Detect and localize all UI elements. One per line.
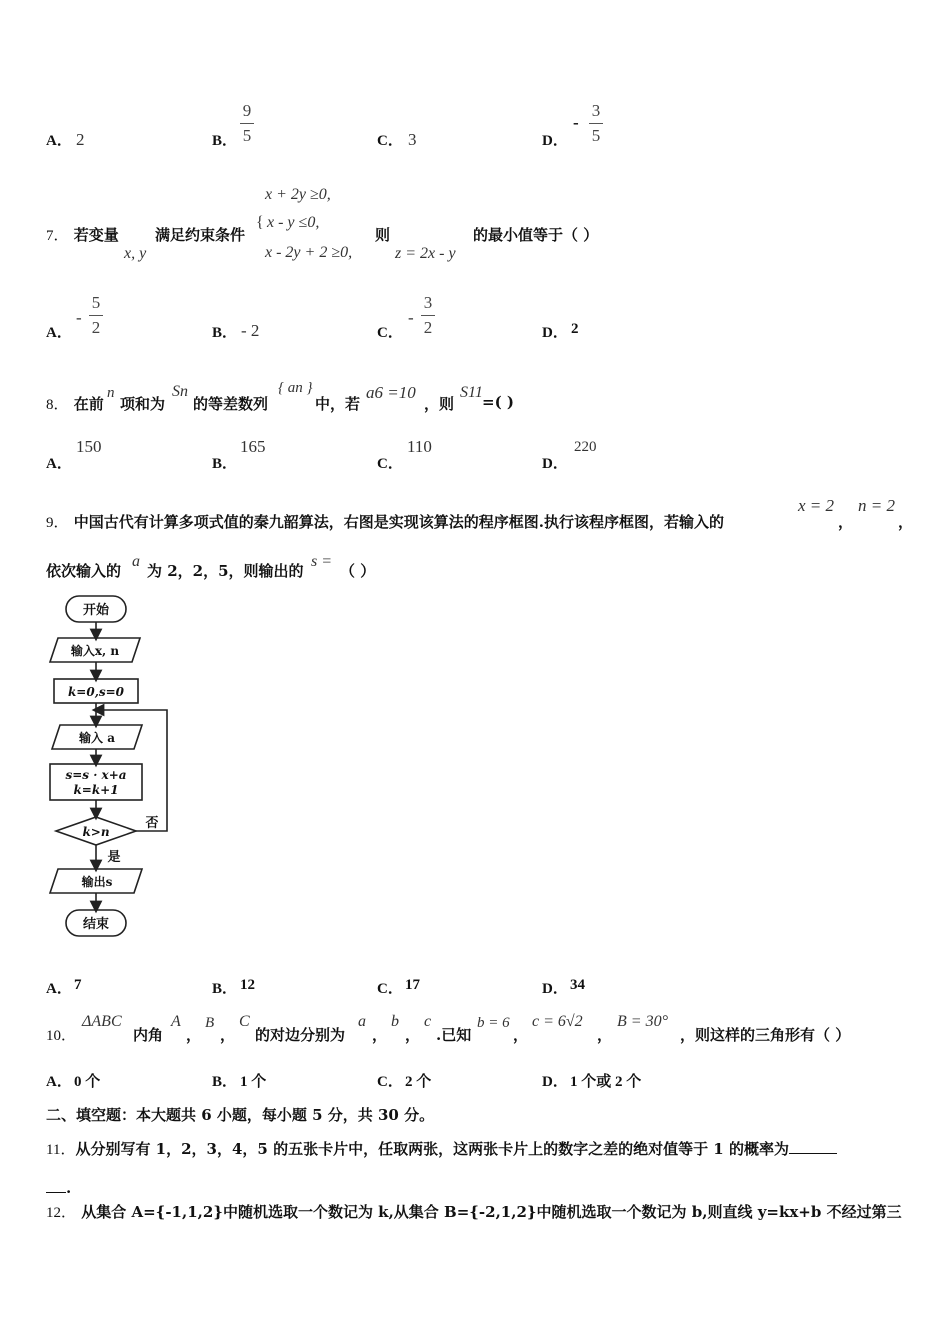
q8-option-a-label: A． xyxy=(46,456,72,472)
q8-t6: =( ) xyxy=(482,393,514,411)
q10-option-b-label: B． xyxy=(212,1074,238,1090)
q10-option-d-label: D． xyxy=(542,1074,568,1090)
q9-comma: ， xyxy=(838,513,854,531)
q7-number: 7． xyxy=(46,228,69,244)
q7-brace: { xyxy=(256,214,264,231)
flow-end-text: 结束 xyxy=(82,917,110,932)
q8-Sn: Sn xyxy=(172,383,188,400)
q8-option-c-label: C． xyxy=(377,456,403,472)
q6-option-a-label: A． xyxy=(46,133,72,149)
q10-option-d-value: 1 个或 2 个 xyxy=(570,1074,642,1090)
q7-option-d-label: D． xyxy=(542,325,568,341)
q6-option-c-value: 3 xyxy=(408,130,417,149)
q9-option-d-label: D． xyxy=(542,981,568,997)
q11-number: 11． xyxy=(46,1142,76,1158)
q10-B: B xyxy=(205,1015,215,1031)
q8-option-a-value: 150 xyxy=(76,437,102,456)
q10-b-eq: b = 6 xyxy=(477,1015,510,1031)
q11-blank[interactable] xyxy=(789,1141,837,1154)
q9-a-var: a xyxy=(132,553,140,570)
q7-text-b: 满足约束条件 xyxy=(155,226,246,244)
q8-an: { an } xyxy=(278,380,313,396)
q9-x-eq: x = 2 xyxy=(798,496,835,515)
flow-input-a-text: 输入 a xyxy=(79,731,115,745)
q8-n: n xyxy=(107,385,115,401)
q7-option-a-fraction: 5 2 xyxy=(89,293,103,338)
flow-decision-text: k>n xyxy=(82,825,110,839)
q8-cond: a6 =10 xyxy=(366,383,416,402)
q9-number: 9． xyxy=(46,515,69,531)
q10-sep6: ， xyxy=(597,1026,613,1044)
q12-stem xyxy=(46,1201,902,1222)
q8-t3: 的等差数列 xyxy=(193,395,269,413)
q10-B-eq: B = 30° xyxy=(617,1013,668,1030)
q10-sep2: ， xyxy=(220,1026,236,1044)
q10-c-eq: c = 6√2 xyxy=(532,1013,583,1030)
q8-option-d-label: D． xyxy=(542,456,568,472)
q7-option-c-fraction: 3 2 xyxy=(421,293,435,338)
q8-option-c-value: 110 xyxy=(407,437,432,456)
q10-t4: ，则这样的三角形有（ ） xyxy=(680,1026,851,1044)
q7-option-b-value: - 2 xyxy=(241,321,260,340)
q7-constraint-1: x + 2y ≥0, xyxy=(265,186,331,203)
q6-option-a-value: 2 xyxy=(76,130,85,149)
q8-option-b-value: 165 xyxy=(240,437,266,456)
q9-s-eq: s = xyxy=(311,553,333,570)
q11-text: 从分别写有 1，2，3，4，5 的五张卡片中，任取两张，这两张卡片上的数字之差的绝对值等于 1 的概率为 xyxy=(75,1140,789,1158)
q10-c: c xyxy=(424,1013,432,1030)
q12-text: 从集合 A={-1,1,2}中随机选取一个数记为 k,从集合 B={-2,1,2}中随机选取一个数记为 b,则直线 y=kx+b 不经过第三 xyxy=(81,1203,902,1221)
flow-input-xn-text: 输入x, n xyxy=(70,644,120,658)
q12-number: 12． xyxy=(46,1205,77,1221)
q10-sep3: ， xyxy=(372,1026,388,1044)
q8-number: 8． xyxy=(46,397,69,413)
q10-C: C xyxy=(239,1013,250,1030)
q8-t2: 项和为 xyxy=(120,395,166,413)
q8-t1: 在前 xyxy=(73,395,104,413)
q10-option-a-label: A． xyxy=(46,1074,72,1090)
q9-line2c: （ ） xyxy=(340,562,376,580)
q9-option-c-value: 17 xyxy=(405,977,420,993)
q6-option-d-fraction: 3 5 xyxy=(589,101,603,146)
q9-option-b-value: 12 xyxy=(240,977,255,993)
q10-option-a-value: 0 个 xyxy=(74,1074,101,1090)
q7-objective: z = 2x - y xyxy=(395,245,456,262)
q10-triangle: ΔABC xyxy=(82,1013,122,1030)
q9-option-b-label: B． xyxy=(212,981,238,997)
q10-t3: .已知 xyxy=(436,1026,472,1044)
q7-option-c-label: C． xyxy=(377,325,403,341)
q8-stem xyxy=(46,393,104,414)
q10-t1: 内角 xyxy=(133,1026,164,1044)
q9-option-d-value: 34 xyxy=(570,977,585,993)
q9-flowchart xyxy=(42,590,177,942)
q7-text-a: 若变量 xyxy=(73,226,119,244)
q7-option-a-label: A． xyxy=(46,325,72,341)
flow-update-1-text: s=s · x+a xyxy=(65,768,127,782)
q8-option-b-label: B． xyxy=(212,456,238,472)
q9-n-eq: n = 2 xyxy=(858,496,895,515)
q9-stem xyxy=(46,511,724,532)
q9-option-a-value: 7 xyxy=(74,977,82,993)
q10-A: A xyxy=(171,1013,181,1030)
q10-b: b xyxy=(391,1013,399,1030)
q7-option-a-sign: - xyxy=(76,308,82,327)
flow-output-text: 输出s xyxy=(81,875,113,889)
q7-constraint-2: x - y ≤0, xyxy=(267,214,320,231)
q6-option-d-label: D． xyxy=(542,133,568,149)
q7-text-c: 则 xyxy=(375,226,391,244)
q6-option-d-sign: - xyxy=(573,113,579,132)
q8-t5: ，则 xyxy=(424,395,455,413)
flow-init-text: k=0,s=0 xyxy=(67,685,125,699)
q10-option-c-value: 2 个 xyxy=(405,1074,432,1090)
q9-line2a: 依次输入的 xyxy=(46,562,122,580)
q11-stem xyxy=(46,1130,906,1207)
q7-option-c-sign: - xyxy=(408,308,414,327)
q9-line2b: 为 2，2，5，则输出的 xyxy=(147,562,304,580)
q6-option-b-label: B． xyxy=(212,133,238,149)
q10-option-b-value: 1 个 xyxy=(240,1074,267,1090)
q10-sep5: ， xyxy=(513,1026,529,1044)
q9-option-c-label: C． xyxy=(377,981,403,997)
q10-sep4: ， xyxy=(405,1026,421,1044)
q7-option-b-label: B． xyxy=(212,325,238,341)
flow-start-text: 开始 xyxy=(82,603,110,618)
q8-option-d-value: 220 xyxy=(574,439,597,455)
section-2-heading: 二、填空题：本大题共 6 小题，每小题 5 分，共 30 分。 xyxy=(46,1106,435,1124)
q10-t2: 的对边分别为 xyxy=(255,1026,346,1044)
flow-no-label: 否 xyxy=(145,816,159,831)
q10-a: a xyxy=(358,1013,366,1030)
q11-blank-cont xyxy=(46,1180,66,1193)
q9-comma2: ， xyxy=(898,513,914,531)
q7-text-d: 的最小值等于（ ） xyxy=(473,226,599,244)
q9-line1: 中国古代有计算多项式值的秦九韶算法，右图是实现该算法的程序框图.执行该程序框图，若输入的 xyxy=(73,513,724,531)
q7-stem xyxy=(46,224,119,245)
q6-option-c-label: C． xyxy=(377,133,403,149)
q7-option-d-value: 2 xyxy=(571,321,579,337)
q10-option-c-label: C． xyxy=(377,1074,403,1090)
q7-vars: x, y xyxy=(124,245,147,262)
q7-constraint-3: x - 2y + 2 ≥0, xyxy=(265,244,353,261)
flow-yes-label: 是 xyxy=(107,850,121,865)
q10-number: 10． xyxy=(46,1028,77,1044)
q8-S11: S11 xyxy=(460,384,483,401)
flow-update-2-text: k=k+1 xyxy=(73,783,119,797)
q8-t4: 中，若 xyxy=(315,395,361,413)
q6-option-b-fraction: 9 5 xyxy=(240,101,254,146)
q11-tail: . xyxy=(66,1179,72,1197)
q10-sep1: ， xyxy=(186,1026,202,1044)
q9-option-a-label: A． xyxy=(46,981,72,997)
